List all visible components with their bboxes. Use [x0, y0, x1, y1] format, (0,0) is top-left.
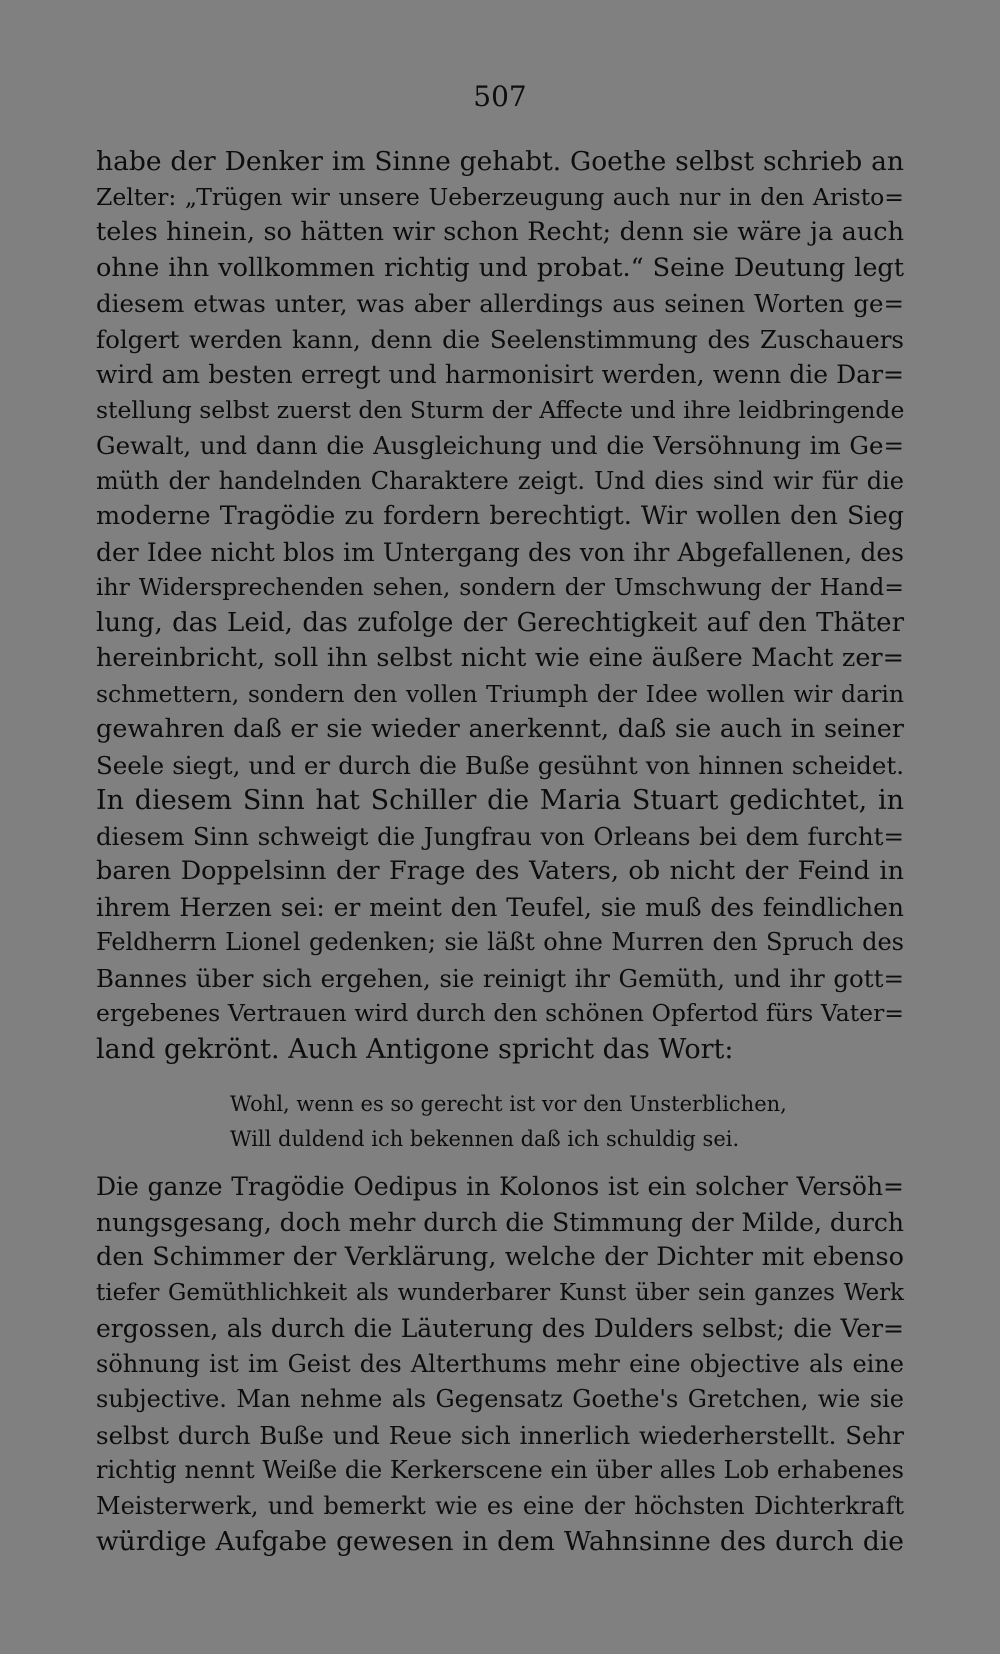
text-line: der Idee nicht blos im Untergang des von ihr Abgefallenen, des	[96, 537, 904, 567]
text-line: habe der Denker im Sinne gehabt. Goethe selbst schrieb an	[96, 146, 904, 177]
text-line: ergebenes Vertrauen wird durch den schönen Opfertod fürs Vater=	[96, 999, 904, 1027]
text-line: schmettern, sondern den vollen Triumph der Idee wollen wir darin	[96, 679, 904, 708]
text-line: ergossen, als durch die Läuterung des Dulders selbst; die Ver=	[96, 1314, 904, 1343]
text-line: müth der handelnden Charaktere zeigt. Und dies sind wir für die	[96, 466, 904, 495]
text-line: selbst durch Buße und Reue sich innerlich wiederherstellt. Sehr	[96, 1420, 904, 1450]
paragraph-2	[96, 1169, 904, 1560]
text-line: wird am besten erregt und harmonisirt werden, wenn die Dar=	[96, 360, 904, 389]
text-line: moderne Tragödie zu fordern berechtigt. Wir wollen den Sieg	[96, 501, 904, 531]
text-line: nungsgesang, doch mehr durch die Stimmung der Milde, durch	[96, 1207, 904, 1237]
text-line: würdige Aufgabe gewesen in dem Wahnsinne des durch die	[96, 1526, 904, 1557]
text-line: diesem etwas unter, was aber allerdings aus seinen Worten ge=	[96, 289, 904, 318]
text-line: gewahren daß er sie wieder anerkennt, daß sie auch in seiner	[96, 714, 904, 744]
text-line: ihr Widersprechenden sehen, sondern der Umschwung der Hand=	[96, 573, 904, 601]
text-line: teles hinein, so hätten wir schon Recht; denn sie wäre ja auch	[96, 217, 904, 247]
text-line: Feldherrn Lionel gedenken; sie läßt ohne Murren den Spruch des	[96, 928, 904, 956]
text-line: hereinbricht, soll ihn selbst nicht wie eine äußere Macht zer=	[96, 643, 904, 673]
text-line: Meisterwerk, und bemerkt wie es eine der höchsten Dichterkraft	[96, 1491, 904, 1520]
text-line: land gekrönt. Auch Antigone spricht das Wort:	[96, 1033, 734, 1065]
text-line: söhnung ist im Geist des Alterthums mehr eine objective als eine	[96, 1349, 904, 1378]
text-line: stellung selbst zuerst den Sturm der Affecte und ihre leidbringende	[96, 395, 905, 424]
verse-line: Will duldend ich bekennen daß ich schuldig sei.	[230, 1127, 740, 1151]
text-line: Die ganze Tragödie Oedipus in Kolonos ist ein solcher Versöh=	[96, 1172, 904, 1201]
text-line: richtig nennt Weiße die Kerkerscene ein über alles Lob erhabenes	[96, 1456, 904, 1484]
verse-quote	[230, 1087, 830, 1157]
text-line: baren Doppelsinn der Frage des Vaters, ob nicht der Feind in	[96, 856, 904, 886]
text-line: folgert werden kann, denn die Seelenstimmung des Zuschauers	[96, 324, 904, 354]
paragraph-1	[96, 144, 904, 1067]
text-line: subjective. Man nehme als Gegensatz Goethe's Gretchen, wie sie	[96, 1385, 904, 1413]
text-line: lung, das Leid, das zufolge der Gerechtigkeit auf den Thäter	[96, 607, 904, 638]
text-line: Bannes über sich ergehen, sie reinigt ihr Gemüth, und ihr gott=	[96, 963, 904, 993]
text-line: diesem Sinn schweigt die Jungfrau von Orleans bei dem furcht=	[96, 821, 904, 851]
text-line: In diesem Sinn hat Schiller die Maria Stuart gedichtet, in	[96, 785, 904, 816]
text-line: ihrem Herzen sei: er meint den Teufel, sie muß des feindlichen	[96, 892, 904, 922]
text-line: Zelter: „Trügen wir unsere Ueberzeugung auch nur in den Aristo=	[96, 182, 904, 211]
text-line: den Schimmer der Verklärung, welche der Dichter mit ebenso	[96, 1242, 904, 1272]
verse-line: Wohl, wenn es so gerecht ist vor den Unsterblichen,	[230, 1092, 787, 1116]
text-line: Gewalt, und dann die Ausgleichung und die Versöhnung im Ge=	[96, 431, 904, 460]
text-line: Seele siegt, und er durch die Buße gesühnt von hinnen scheidet.	[96, 750, 904, 780]
text-line: ohne ihn vollkommen richtig und probat.“ Seine Deutung legt	[96, 252, 904, 283]
text-line: tiefer Gemüthlichkeit als wunderbarer Kunst über sein ganzes Werk	[96, 1279, 904, 1306]
page-number: 507	[473, 80, 527, 113]
